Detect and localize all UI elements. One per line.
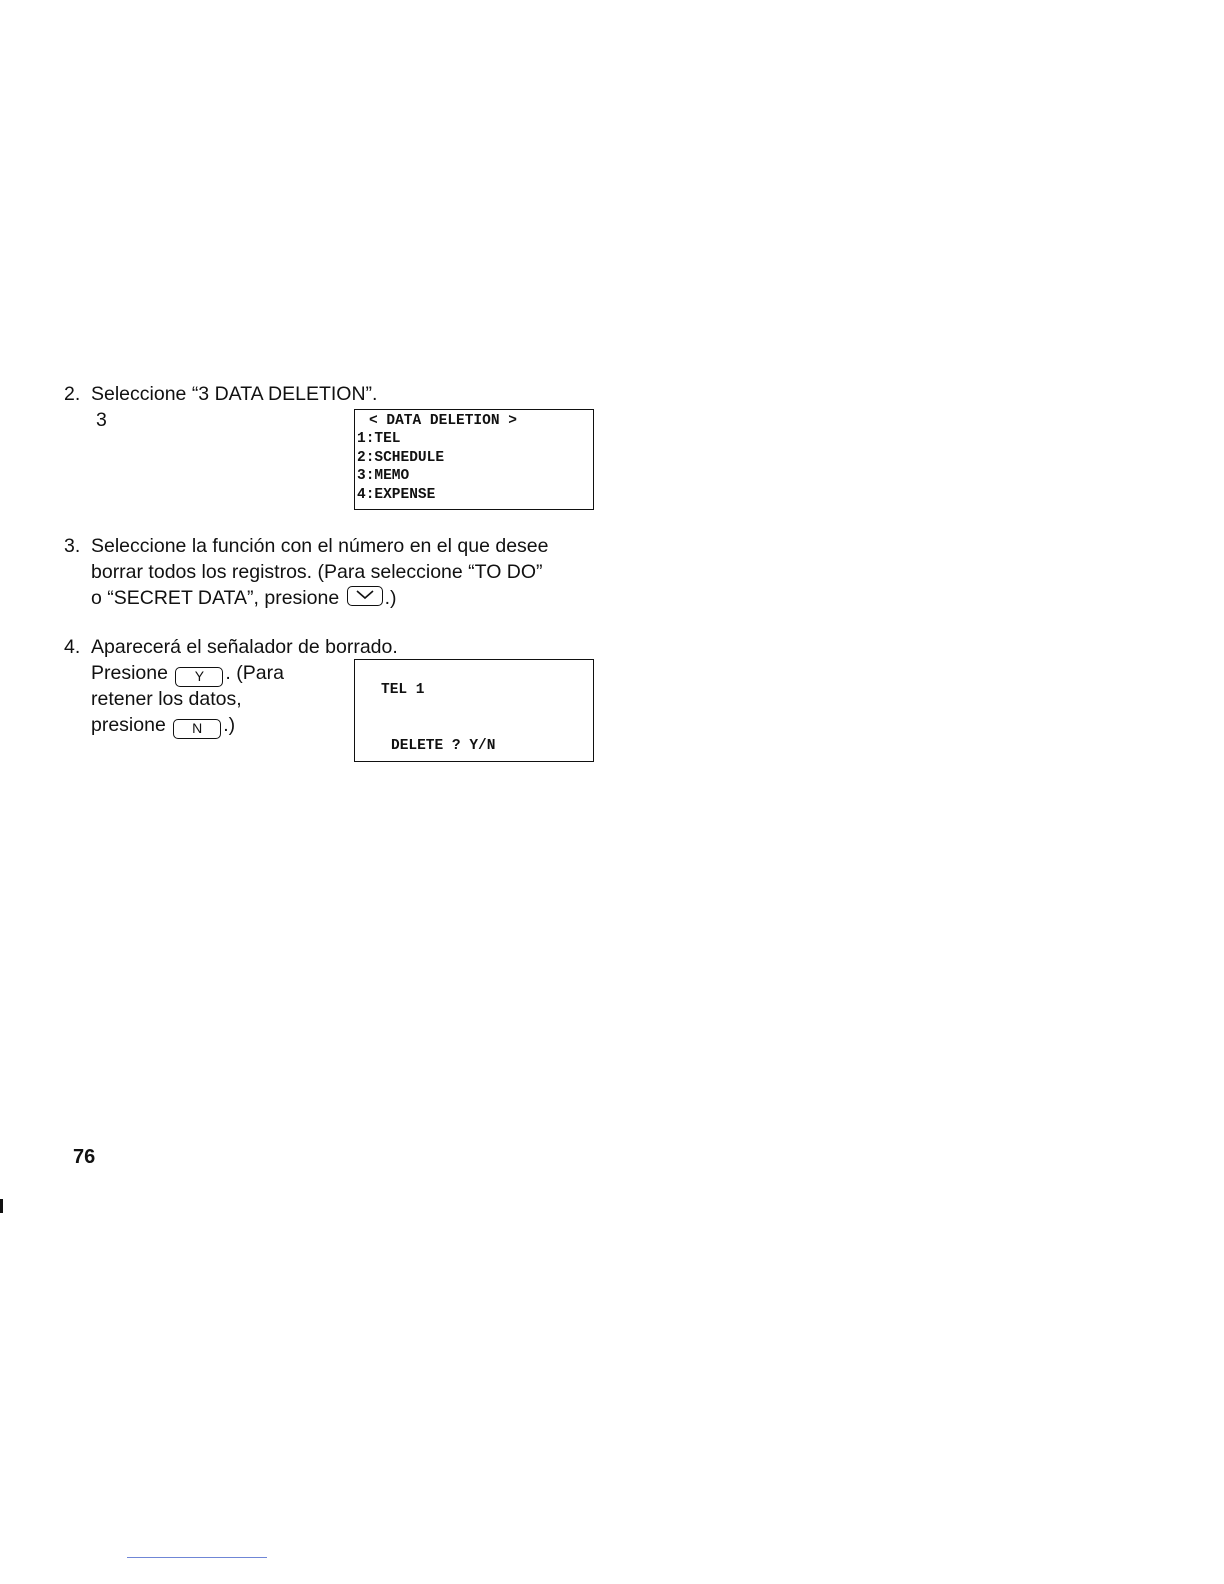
step-3-line-2: borrar todos los registros. (Para seleccione “TO DO” xyxy=(91,561,543,583)
step-3-number: 3. xyxy=(64,535,81,557)
display-record: TEL 1 xyxy=(381,682,425,698)
y-key-icon: Y xyxy=(175,667,223,687)
step-4-line-4 xyxy=(91,712,235,739)
footer-rule xyxy=(127,1557,267,1558)
display-title: < DATA DELETION > xyxy=(369,413,517,429)
page-number: 76 xyxy=(73,1146,96,1168)
step-2-keypress: 3 xyxy=(96,409,107,431)
display-option-tel: 1:TEL xyxy=(357,431,401,447)
step-4-end: .) xyxy=(223,714,236,736)
step-4-presione-y: Presione xyxy=(91,662,168,684)
display-delete-prompt: DELETE ? Y/N xyxy=(391,738,496,754)
down-arrow-key-icon xyxy=(347,586,383,606)
step-3-line-3-end: .) xyxy=(384,587,397,609)
step-3-line-1: Seleccione la función con el número en el que desee xyxy=(91,535,549,557)
step-4-presione-n: presione xyxy=(91,714,166,736)
display-option-schedule: 2:SCHEDULE xyxy=(357,450,445,466)
step-4-line-3: retener los datos, xyxy=(91,688,242,710)
delete-confirm-display xyxy=(354,659,594,762)
display-option-expense: 4:EXPENSE xyxy=(357,487,436,503)
step-4-para: . (Para xyxy=(225,662,284,684)
step-2-text: Seleccione “3 DATA DELETION”. xyxy=(91,383,378,405)
step-4-line-1: Aparecerá el señalador de borrado. xyxy=(91,636,398,658)
step-3-line-3-text: o “SECRET DATA”, presione xyxy=(91,587,340,609)
data-deletion-display xyxy=(354,409,594,510)
step-4-number: 4. xyxy=(64,636,81,658)
n-key-icon: N xyxy=(173,719,221,739)
display-option-memo: 3:MEMO xyxy=(357,468,410,484)
step-4-line-2 xyxy=(91,660,284,687)
step-3-line-3 xyxy=(91,585,397,611)
step-2-number: 2. xyxy=(64,383,81,405)
margin-mark xyxy=(0,1199,3,1213)
